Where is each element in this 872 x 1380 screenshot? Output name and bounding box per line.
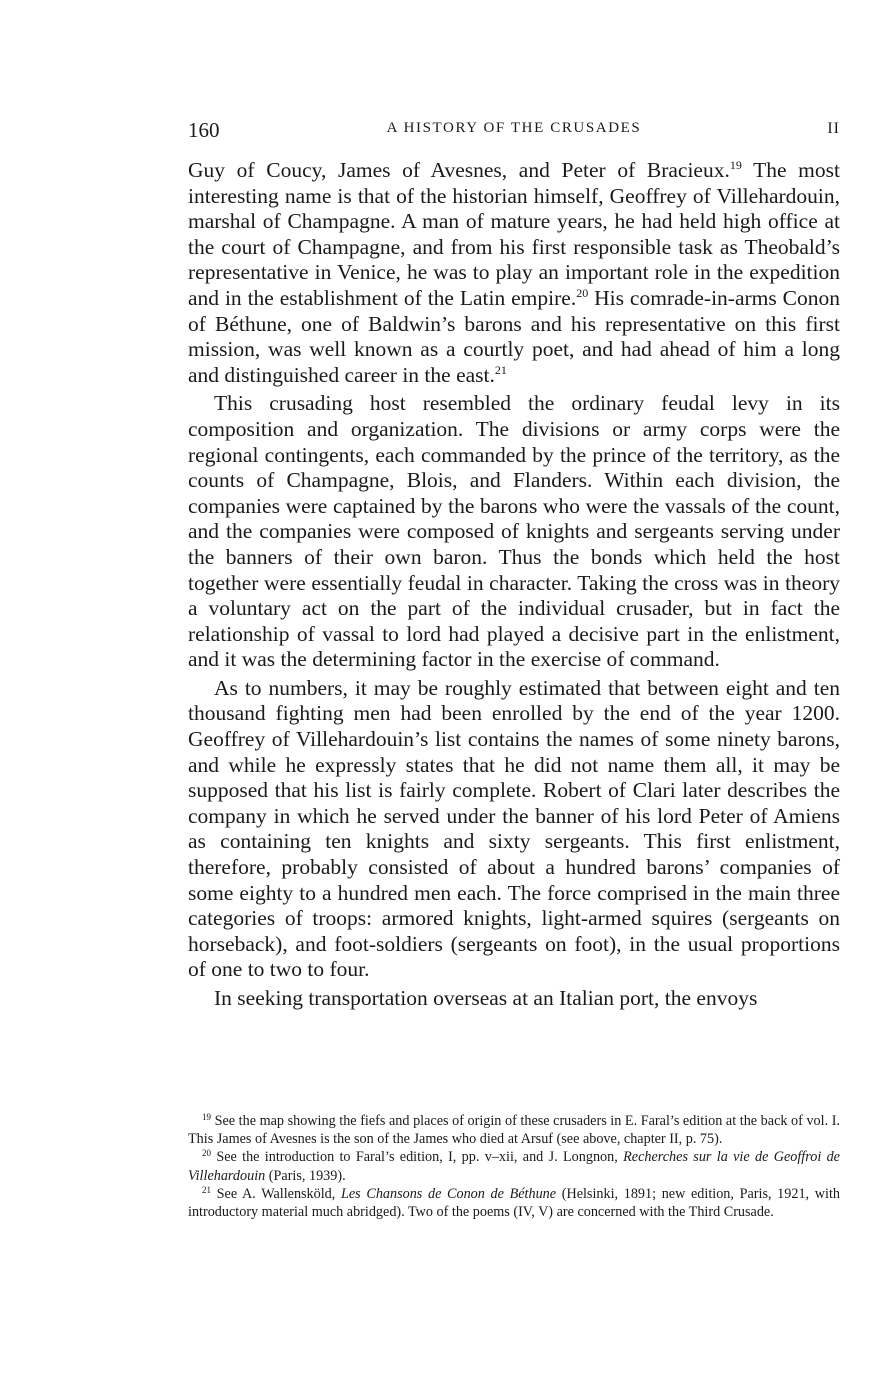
main-text <box>188 158 840 1012</box>
footnote-text: (Paris, 1939). <box>265 1167 346 1184</box>
text-run: Guy of Coucy, James of Avesnes, and Peter of Bracieux. <box>188 158 730 182</box>
footnote-ref-21: 21 <box>494 362 507 377</box>
chapter-number: II <box>827 120 840 137</box>
footnote-ref-20: 20 <box>576 285 589 300</box>
paragraph-2: This crusading host resembled the ordinary feudal levy in its composition and organization. The divisions or army corps were the regional contingents, each commanded by the prince of the territory, as the counts of Champagne, Blois, and Flanders. Within each division, the companies were captained by the barons who were the vassals of the count, and the companies were composed of knights and sergeants serving under the banners of their own baron. Thus the bonds which held the host together were essentially feudal in character. Taking the cross was in theory a voluntary act on the part of the individual crusader, but in fact the relationship of vassal to lord had played a decisive part in the enlistment, and it was the determining factor in the exercise of command. <box>188 391 840 672</box>
page-number: 160 <box>188 118 220 142</box>
footnote-title: Recherches sur la vie de Geoffroi de Villehardouin <box>188 1149 840 1184</box>
footnote-text: (Helsinki, 1891; new edition, Paris, 1921, with introductory material much abridged). Two of the poems (IV, V) are concerned with the Third Crusade. <box>188 1185 840 1221</box>
footnotes <box>188 1112 840 1221</box>
footnote-ref-19: 19 <box>729 158 742 172</box>
paragraph-1 <box>188 158 840 388</box>
text-run: His comrade-in-arms Conon of Béthune, one of Baldwin’s barons and his representative on this first mission, was well known as a courtly poet, and had ahead of him a long and distinguished career in the east. <box>188 285 840 387</box>
footnote-number: 21 <box>202 1184 211 1195</box>
footnote-text: See A. Wallensköld, <box>211 1185 341 1202</box>
running-head: A HISTORY OF THE CRUSADES <box>386 120 642 136</box>
footnote-21 <box>188 1185 840 1221</box>
footnote-number: 20 <box>202 1148 211 1159</box>
page-header <box>188 118 840 142</box>
footnote-number: 19 <box>202 1112 211 1122</box>
paragraph-4: In seeking transportation overseas at an Italian port, the envoys <box>214 986 758 1010</box>
footnote-20 <box>188 1148 840 1184</box>
paragraph-3: As to numbers, it may be roughly estimated that between eight and ten thousand fighting men had been enrolled by the end of the year 1200. Geoffrey of Villehardouin’s list contains the names of some ninety barons, and while he expressly states that he did not name them all, it may be supposed that his list is fairly complete. Robert of Clari later describes the company in which he served under the banner of his lord Peter of Amiens as containing ten knights and sixty sergeants. This first enlistment, therefore, probably consisted of about a hundred barons’ companies of some eighty to a hundred men each. The force comprised in the main three categories of troops: armored knights, light-armed squires (sergeants on horseback), and foot-soldiers (sergeants on foot), in the usual proportions of one to two to four. <box>188 675 840 982</box>
footnote-text: See the introduction to Faral’s edition, I, pp. v–xii, and J. Longnon, <box>211 1149 624 1166</box>
footnote-19 <box>188 1112 840 1148</box>
text-run: The most interesting name is that of the historian himself, Geoffrey of Villehardouin, marshal of Champagne. A man of mature years, he had held high office at the court of Champagne, and from his first responsible task as Theobald’s representative in Venice, he was to play an important role in the expedition and in the establishment of the Latin empire. <box>188 158 841 310</box>
footnote-text: See the map showing the fiefs and places of origin of these crusaders in E. Faral’s edition at the back of vol. I. This James of Avesnes is the son of the James who died at Arsuf (see above, chapter II, p. 75). <box>188 1113 840 1148</box>
footnote-title: Les Chansons de Conon de Béthune <box>340 1185 557 1202</box>
